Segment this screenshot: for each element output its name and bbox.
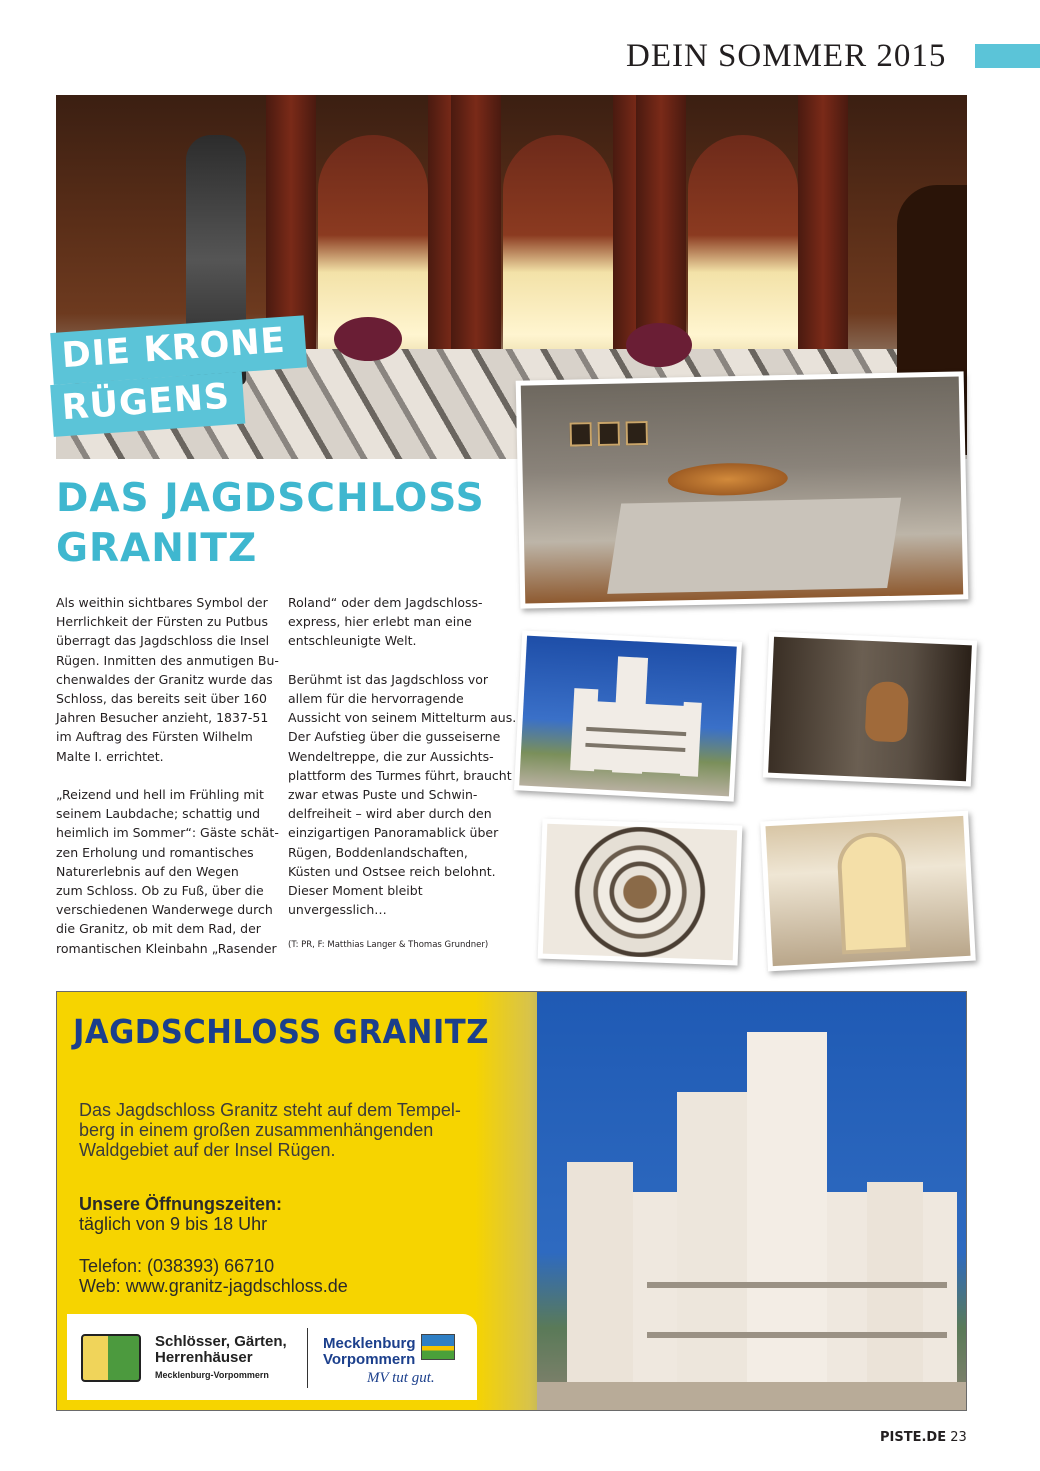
article-text-line: Als weithin sichtbares Symbol der — [56, 595, 268, 610]
article-text-line: Jahren Besucher anzieht, 1837-51 — [56, 710, 269, 726]
page-number: 23 — [950, 1430, 967, 1445]
advertisement — [56, 991, 967, 1411]
sgh-logo-text: Schlösser, Gärten, Herrenhäuser Mecklenburg-Vorpommern — [155, 1333, 287, 1380]
ad-sponsor-logos — [67, 1314, 477, 1400]
article-text-line: Der Aufstieg über die gusseiserne — [288, 729, 501, 745]
ad-phone: Telefon: (038393) 66710 — [79, 1256, 275, 1276]
article-text-line: romantischen Kleinbahn „Rasender — [56, 940, 277, 956]
castle-logo-icon — [81, 1334, 141, 1382]
article-column-1 — [56, 593, 279, 958]
article-title: DAS JAGDSCHLOSS GRANITZ — [56, 476, 485, 571]
footer-site: PISTE.DE — [880, 1430, 947, 1445]
running-header: DEIN SOMMER 2015 — [626, 38, 947, 74]
ad-description-line: Waldgebiet auf der Insel Rügen. — [79, 1140, 336, 1160]
article-text-line: entschleunigte Welt. — [288, 633, 417, 649]
mv-slogan: MV tut gut. — [367, 1370, 435, 1386]
logo-divider — [307, 1328, 308, 1388]
article-text-line: Küsten und Ostsee reich belohnt. — [288, 863, 496, 879]
article-text-line: Rügen. Inmitten des anmutigen Bu- — [56, 652, 279, 668]
mv-flag-icon — [421, 1334, 455, 1360]
article-text-line: unvergesslich… — [288, 902, 387, 918]
photo-antler-table — [516, 371, 969, 608]
article-text-line: seinem Laubdache; schattig und — [56, 806, 261, 822]
ad-website: Web: www.granitz-jagdschloss.de — [79, 1276, 348, 1296]
article-text-line — [56, 766, 276, 785]
article-text-line: allem für die hervorragende — [288, 691, 464, 706]
header-accent-bar — [975, 44, 1040, 68]
article-text-line: Roland“ oder dem Jagdschloss- — [288, 595, 483, 610]
article-text-line: überragt das Jagdschloss die Insel — [56, 633, 270, 649]
article-text-line: Rügen, Boddenlandschaften, — [288, 844, 468, 860]
kicker-line2: RÜGENS — [60, 376, 232, 429]
article-column-2 — [288, 593, 517, 919]
article-text-line: express, hier erlebt man eine — [288, 614, 472, 630]
photo-antler-hall — [760, 811, 976, 972]
article-text-line: Aussicht von seinem Mittelturm aus. — [288, 710, 517, 726]
article-text-line: zum Schloss. Ob zu Fuß, über die — [56, 883, 264, 899]
article-text-line: im Auftrag des Fürsten Wilhelm — [56, 729, 253, 745]
article-text-line: einzigartigen Panoramablick über — [288, 825, 499, 841]
article-text-line: „Reizend und hell im Frühling mit — [56, 787, 264, 803]
ad-title: JAGDSCHLOSS GRANITZ — [73, 1012, 489, 1051]
article-text-line: zwar etwas Puste und Schwin- — [288, 787, 478, 803]
article-text-line: chenwaldes der Granitz wurde das — [56, 671, 273, 687]
article-text-line: Malte I. errichtet. — [56, 748, 164, 764]
photo-spiral-staircase — [538, 819, 743, 966]
article-text-line: Berühmt ist das Jagdschloss vor — [288, 671, 489, 687]
article-text-line: die Granitz, ob mit dem Rad, der — [56, 921, 261, 937]
article-text-line: Wendeltreppe, die zur Aussichts- — [288, 748, 494, 764]
kicker-line1: DIE KRONE — [60, 320, 287, 377]
article-text-line: Dieser Moment bleibt — [288, 883, 423, 899]
ad-castle-photo — [537, 992, 967, 1411]
ad-description-line: Das Jagdschloss Granitz steht auf dem Tempel- — [79, 1100, 461, 1120]
article-text-line — [288, 651, 508, 670]
article-text-line: delfreiheit – wird aber durch den — [288, 806, 492, 822]
article-text-line: Herrlichkeit der Fürsten zu Putbus — [56, 614, 268, 630]
ad-hours: täglich von 9 bis 18 Uhr — [79, 1214, 268, 1234]
article-text-line: zen Erholung und romantisches — [56, 844, 254, 860]
article-text-line: verschiedenen Wanderwege durch — [56, 902, 273, 918]
article-text-line: plattform des Turmes führt, braucht — [288, 767, 512, 783]
ad-description-line: berg in einem großen zusammenhängenden — [79, 1120, 434, 1140]
mv-logo-text: Mecklenburg Vorpommern — [323, 1335, 416, 1368]
photo-castle-exterior — [514, 630, 742, 801]
ad-hours-label: Unsere Öffnungszeiten: — [79, 1194, 283, 1214]
photo-deer-trophy — [763, 632, 977, 787]
page-footer — [880, 1430, 967, 1445]
article-text-line: heimlich im Sommer“: Gäste schät- — [56, 825, 279, 841]
article-text-line: Schloss, das bereits seit über 160 — [56, 691, 268, 707]
article-text-line: Naturerlebnis auf den Wegen — [56, 863, 239, 879]
photo-credit: (T: PR, F: Matthias Langer & Thomas Grundner) — [288, 940, 489, 950]
